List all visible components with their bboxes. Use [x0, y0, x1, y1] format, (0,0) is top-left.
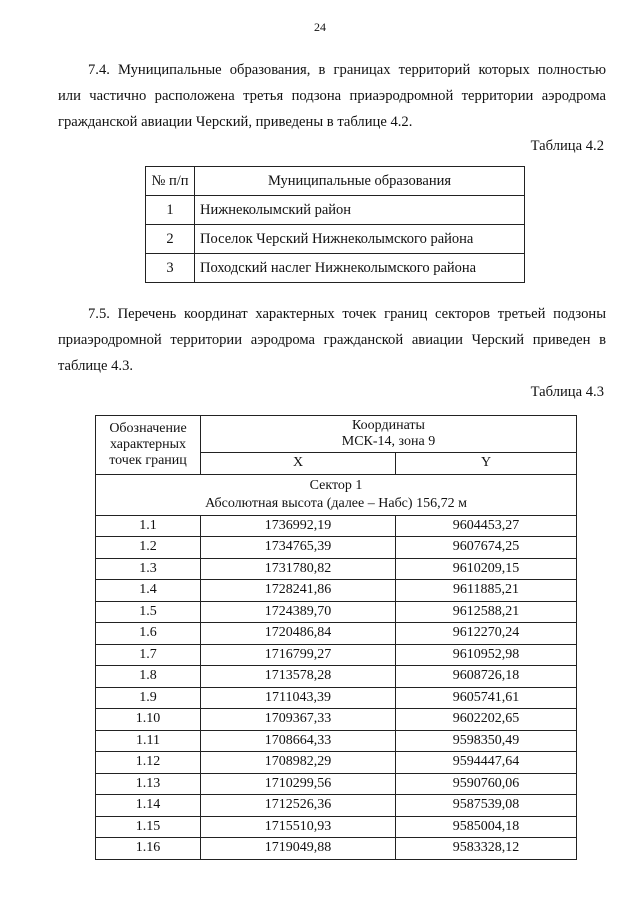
x-value: 1724389,70 [201, 601, 396, 623]
header-line: характерных [109, 436, 187, 452]
x-value: 1708664,33 [201, 730, 396, 752]
table-row [96, 773, 577, 795]
table-row [146, 254, 525, 283]
header-line: МСК-14, зона 9 [341, 434, 436, 449]
y-value: 9611885,21 [396, 580, 577, 602]
table-row [96, 537, 577, 559]
point-id: 1.2 [96, 537, 201, 559]
row-number: 2 [146, 225, 195, 254]
x-value: 1711043,39 [201, 687, 396, 709]
y-value: 9608726,18 [396, 666, 577, 688]
y-value: 9610952,98 [396, 644, 577, 666]
municipality-name: Походский наслег Нижнеколымского района [195, 254, 525, 283]
y-value: 9605741,61 [396, 687, 577, 709]
paragraph-line: 7.5. Перечень координат характерных точек границ секторов третьей подзоны [88, 306, 606, 322]
point-id: 1.3 [96, 558, 201, 580]
sector-heading [96, 474, 577, 515]
point-id: 1.16 [96, 838, 201, 860]
column-header-points [96, 416, 201, 475]
table-row [96, 580, 577, 602]
x-value: 1713578,28 [201, 666, 396, 688]
x-value: 1728241,86 [201, 580, 396, 602]
page-number: 24 [314, 20, 326, 34]
x-value: 1712526,36 [201, 795, 396, 817]
table-row [96, 601, 577, 623]
municipality-name: Нижнеколымский район [195, 196, 525, 225]
column-header-coordinates [201, 416, 577, 453]
table-header-row [96, 416, 577, 453]
y-value: 9598350,49 [396, 730, 577, 752]
y-value: 9612588,21 [396, 601, 577, 623]
table-row [96, 816, 577, 838]
row-number: 1 [146, 196, 195, 225]
x-value: 1734765,39 [201, 537, 396, 559]
x-value: 1715510,93 [201, 816, 396, 838]
paragraph-line: или частично расположена третья подзона приаэродромной территории аэродрома [58, 88, 606, 104]
y-value: 9590760,06 [396, 773, 577, 795]
table-row [96, 644, 577, 666]
point-id: 1.5 [96, 601, 201, 623]
point-id: 1.4 [96, 580, 201, 602]
column-header-x: X [201, 453, 396, 475]
x-value: 1709367,33 [201, 709, 396, 731]
point-id: 1.14 [96, 795, 201, 817]
point-id: 1.6 [96, 623, 201, 645]
paragraph-line: гражданской авиации Черский, приведены в таблице 4.2. [58, 114, 413, 130]
x-value: 1731780,82 [201, 558, 396, 580]
y-value: 9610209,15 [396, 558, 577, 580]
table-row [96, 558, 577, 580]
y-value: 9583328,12 [396, 838, 577, 860]
y-value: 9585004,18 [396, 816, 577, 838]
table-4-2-caption: Таблица 4.2 [530, 138, 604, 154]
point-id: 1.15 [96, 816, 201, 838]
point-id: 1.1 [96, 515, 201, 537]
table-row [96, 623, 577, 645]
table-4-3-caption: Таблица 4.3 [530, 384, 604, 400]
sector-row [96, 474, 577, 515]
column-header-y: Y [396, 453, 577, 475]
sector-altitude: Абсолютная высота (далее – Набс) 156,72 м [205, 495, 467, 511]
point-id: 1.7 [96, 644, 201, 666]
paragraph-line: таблице 4.3. [58, 358, 134, 374]
point-id: 1.9 [96, 687, 201, 709]
table-row [96, 838, 577, 860]
paragraph-line: приаэродромной территории аэродрома гражданской авиации Черский приведен в [58, 332, 606, 348]
x-value: 1708982,29 [201, 752, 396, 774]
table-row [146, 225, 525, 254]
paragraph-7-5 [58, 301, 606, 379]
x-value: 1719049,88 [201, 838, 396, 860]
point-id: 1.10 [96, 709, 201, 731]
table-row [96, 666, 577, 688]
y-value: 9594447,64 [396, 752, 577, 774]
column-header-number: № п/п [146, 167, 195, 196]
table-header-row [146, 167, 525, 196]
table-row [96, 687, 577, 709]
x-value: 1736992,19 [201, 515, 396, 537]
sector-title: Сектор 1 [309, 477, 363, 493]
municipality-name: Поселок Черский Нижнеколымского района [195, 225, 525, 254]
point-id: 1.13 [96, 773, 201, 795]
row-number: 3 [146, 254, 195, 283]
column-header-municipality: Муниципальные образования [195, 167, 525, 196]
table-row [96, 515, 577, 537]
header-line: точек границ [109, 452, 187, 468]
point-id: 1.8 [96, 666, 201, 688]
point-id: 1.11 [96, 730, 201, 752]
paragraph-7-4 [58, 57, 606, 135]
x-value: 1716799,27 [201, 644, 396, 666]
paragraph-line: 7.4. Муниципальные образования, в границах территорий которых полностью [88, 62, 606, 78]
table-row [96, 752, 577, 774]
y-value: 9602202,65 [396, 709, 577, 731]
x-value: 1710299,56 [201, 773, 396, 795]
point-id: 1.12 [96, 752, 201, 774]
y-value: 9604453,27 [396, 515, 577, 537]
table-row [96, 795, 577, 817]
y-value: 9607674,25 [396, 537, 577, 559]
table-row [96, 709, 577, 731]
header-line: Обозначение [109, 420, 187, 436]
table-row [146, 196, 525, 225]
x-value: 1720486,84 [201, 623, 396, 645]
y-value: 9587539,08 [396, 795, 577, 817]
header-line: Координаты [352, 418, 425, 433]
y-value: 9612270,24 [396, 623, 577, 645]
table-row [96, 730, 577, 752]
table-4-2 [145, 166, 525, 283]
table-4-3 [95, 415, 577, 860]
